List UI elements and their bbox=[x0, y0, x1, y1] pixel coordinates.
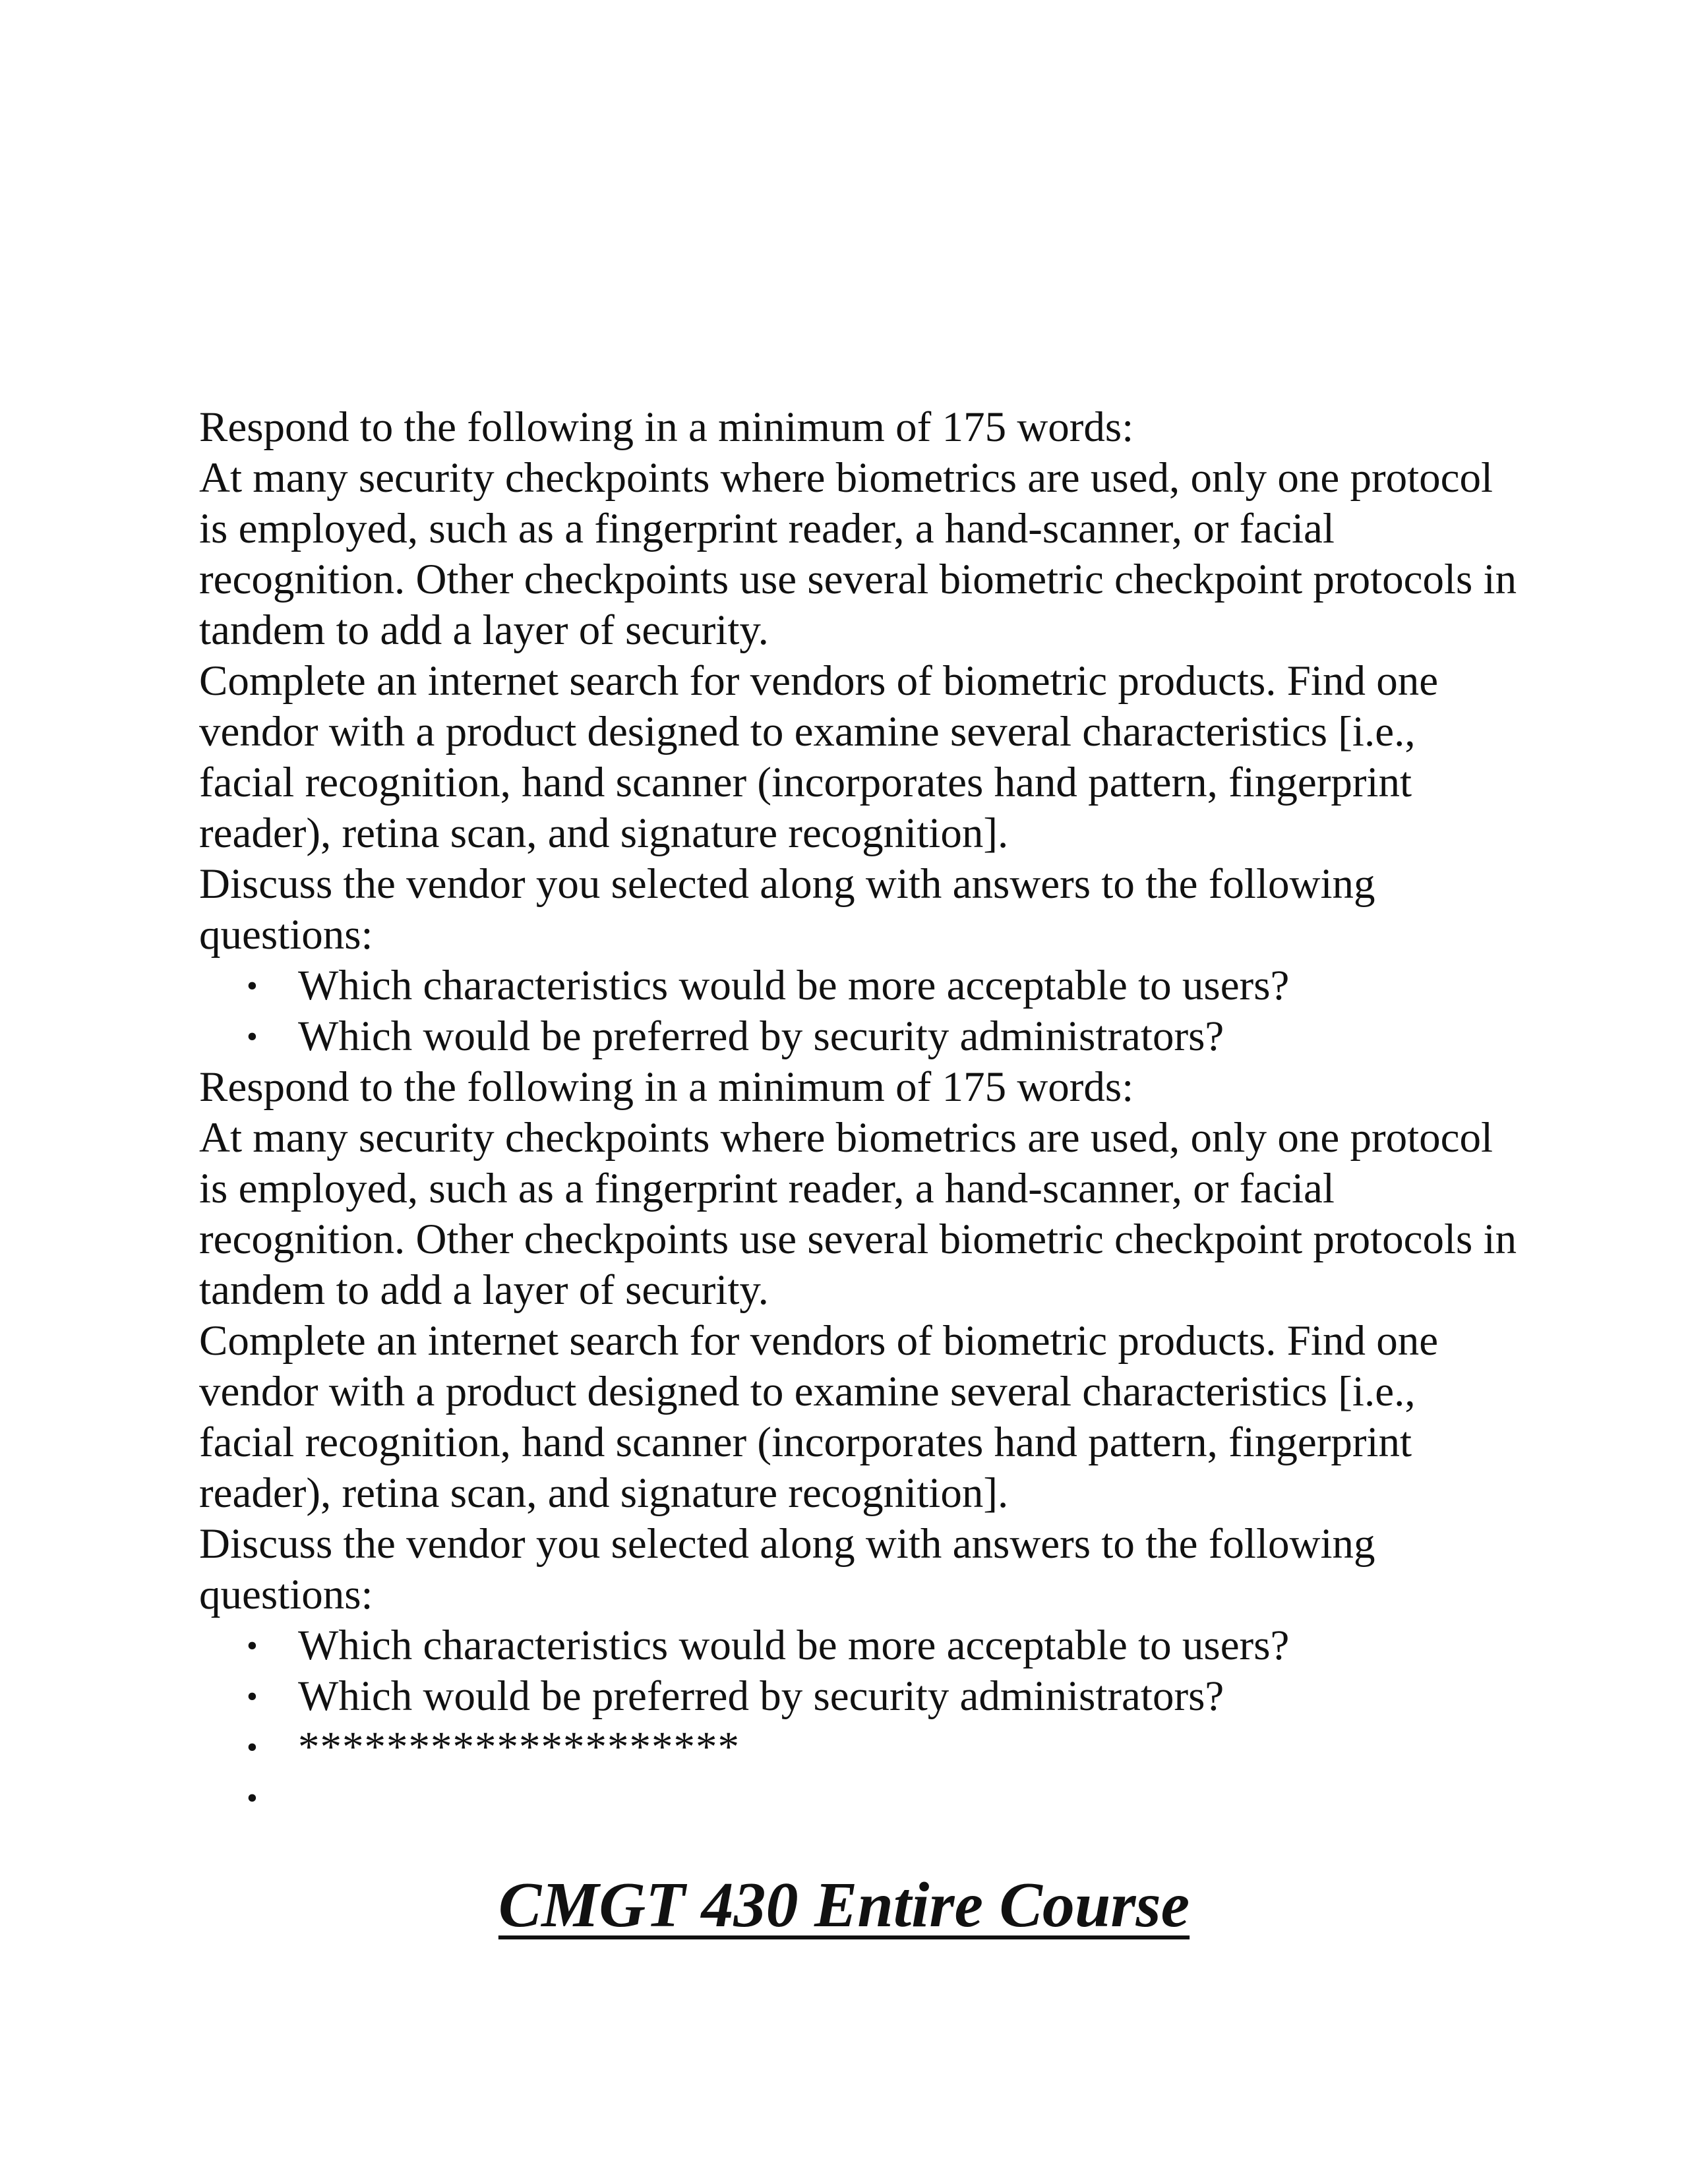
instruction-text: Respond to the following in a minimum of 175 words: bbox=[199, 403, 1134, 451]
bullet-icon: • bbox=[247, 968, 258, 1003]
bullet-icon: • bbox=[247, 1019, 258, 1054]
prompt-section-1 bbox=[199, 402, 1518, 1062]
question-text: Which characteristics would be more acceptable to users? bbox=[298, 962, 1290, 1009]
question-list bbox=[199, 960, 1518, 1062]
list-item bbox=[199, 1722, 1518, 1773]
checkpoint-paragraph: At many security checkpoints where biometrics are used, only one protocol is employed, such as a fingerprint reader, a hand-scanner, or facial recognition. Other checkpoints use several biometric checkpoint protocols in tandem to add a layer of security. bbox=[199, 1114, 1517, 1314]
document-body bbox=[199, 402, 1518, 1823]
question-list bbox=[199, 1620, 1518, 1823]
discussion-paragraph: Discuss the vendor you selected along with answers to the following questions: bbox=[199, 860, 1375, 959]
list-item bbox=[199, 1620, 1518, 1671]
prompt-section-2 bbox=[199, 1062, 1518, 1823]
instruction-text: Respond to the following in a minimum of 175 words: bbox=[199, 1063, 1134, 1111]
list-item bbox=[199, 1011, 1518, 1062]
vendor-search-paragraph: Complete an internet search for vendors of biometric products. Find one vendor with a product designed to examine several characteristics [i.e., facial recognition, hand scanner (incorporates hand pattern, fingerprint reader), retina scan, and signature recognition]. bbox=[199, 1317, 1439, 1517]
discussion-paragraph: Discuss the vendor you selected along with answers to the following questions: bbox=[199, 1520, 1375, 1618]
vendor-search-paragraph: Complete an internet search for vendors of biometric products. Find one vendor with a product designed to examine several characteristics [i.e., facial recognition, hand scanner (incorporates hand pattern, fingerprint reader), retina scan, and signature recognition]. bbox=[199, 657, 1439, 857]
list-item bbox=[199, 960, 1518, 1011]
course-title-link[interactable]: CMGT 430 Entire Course bbox=[498, 1870, 1190, 1941]
bullet-icon: • bbox=[247, 1781, 258, 1815]
bullet-icon: • bbox=[247, 1628, 258, 1663]
question-text: Which would be preferred by security administrators? bbox=[298, 1672, 1224, 1720]
separator-text: ******************** bbox=[298, 1723, 740, 1771]
list-item bbox=[199, 1773, 1518, 1823]
checkpoint-paragraph: At many security checkpoints where biometrics are used, only one protocol is employed, such as a fingerprint reader, a hand-scanner, or facial recognition. Other checkpoints use several biometric checkpoint protocols in tandem to add a layer of security. bbox=[199, 454, 1517, 654]
bullet-icon: • bbox=[247, 1679, 258, 1714]
list-item bbox=[199, 1671, 1518, 1722]
bullet-icon: • bbox=[247, 1730, 258, 1765]
question-text: Which would be preferred by security administrators? bbox=[298, 1013, 1224, 1060]
question-text: Which characteristics would be more acceptable to users? bbox=[298, 1622, 1290, 1669]
